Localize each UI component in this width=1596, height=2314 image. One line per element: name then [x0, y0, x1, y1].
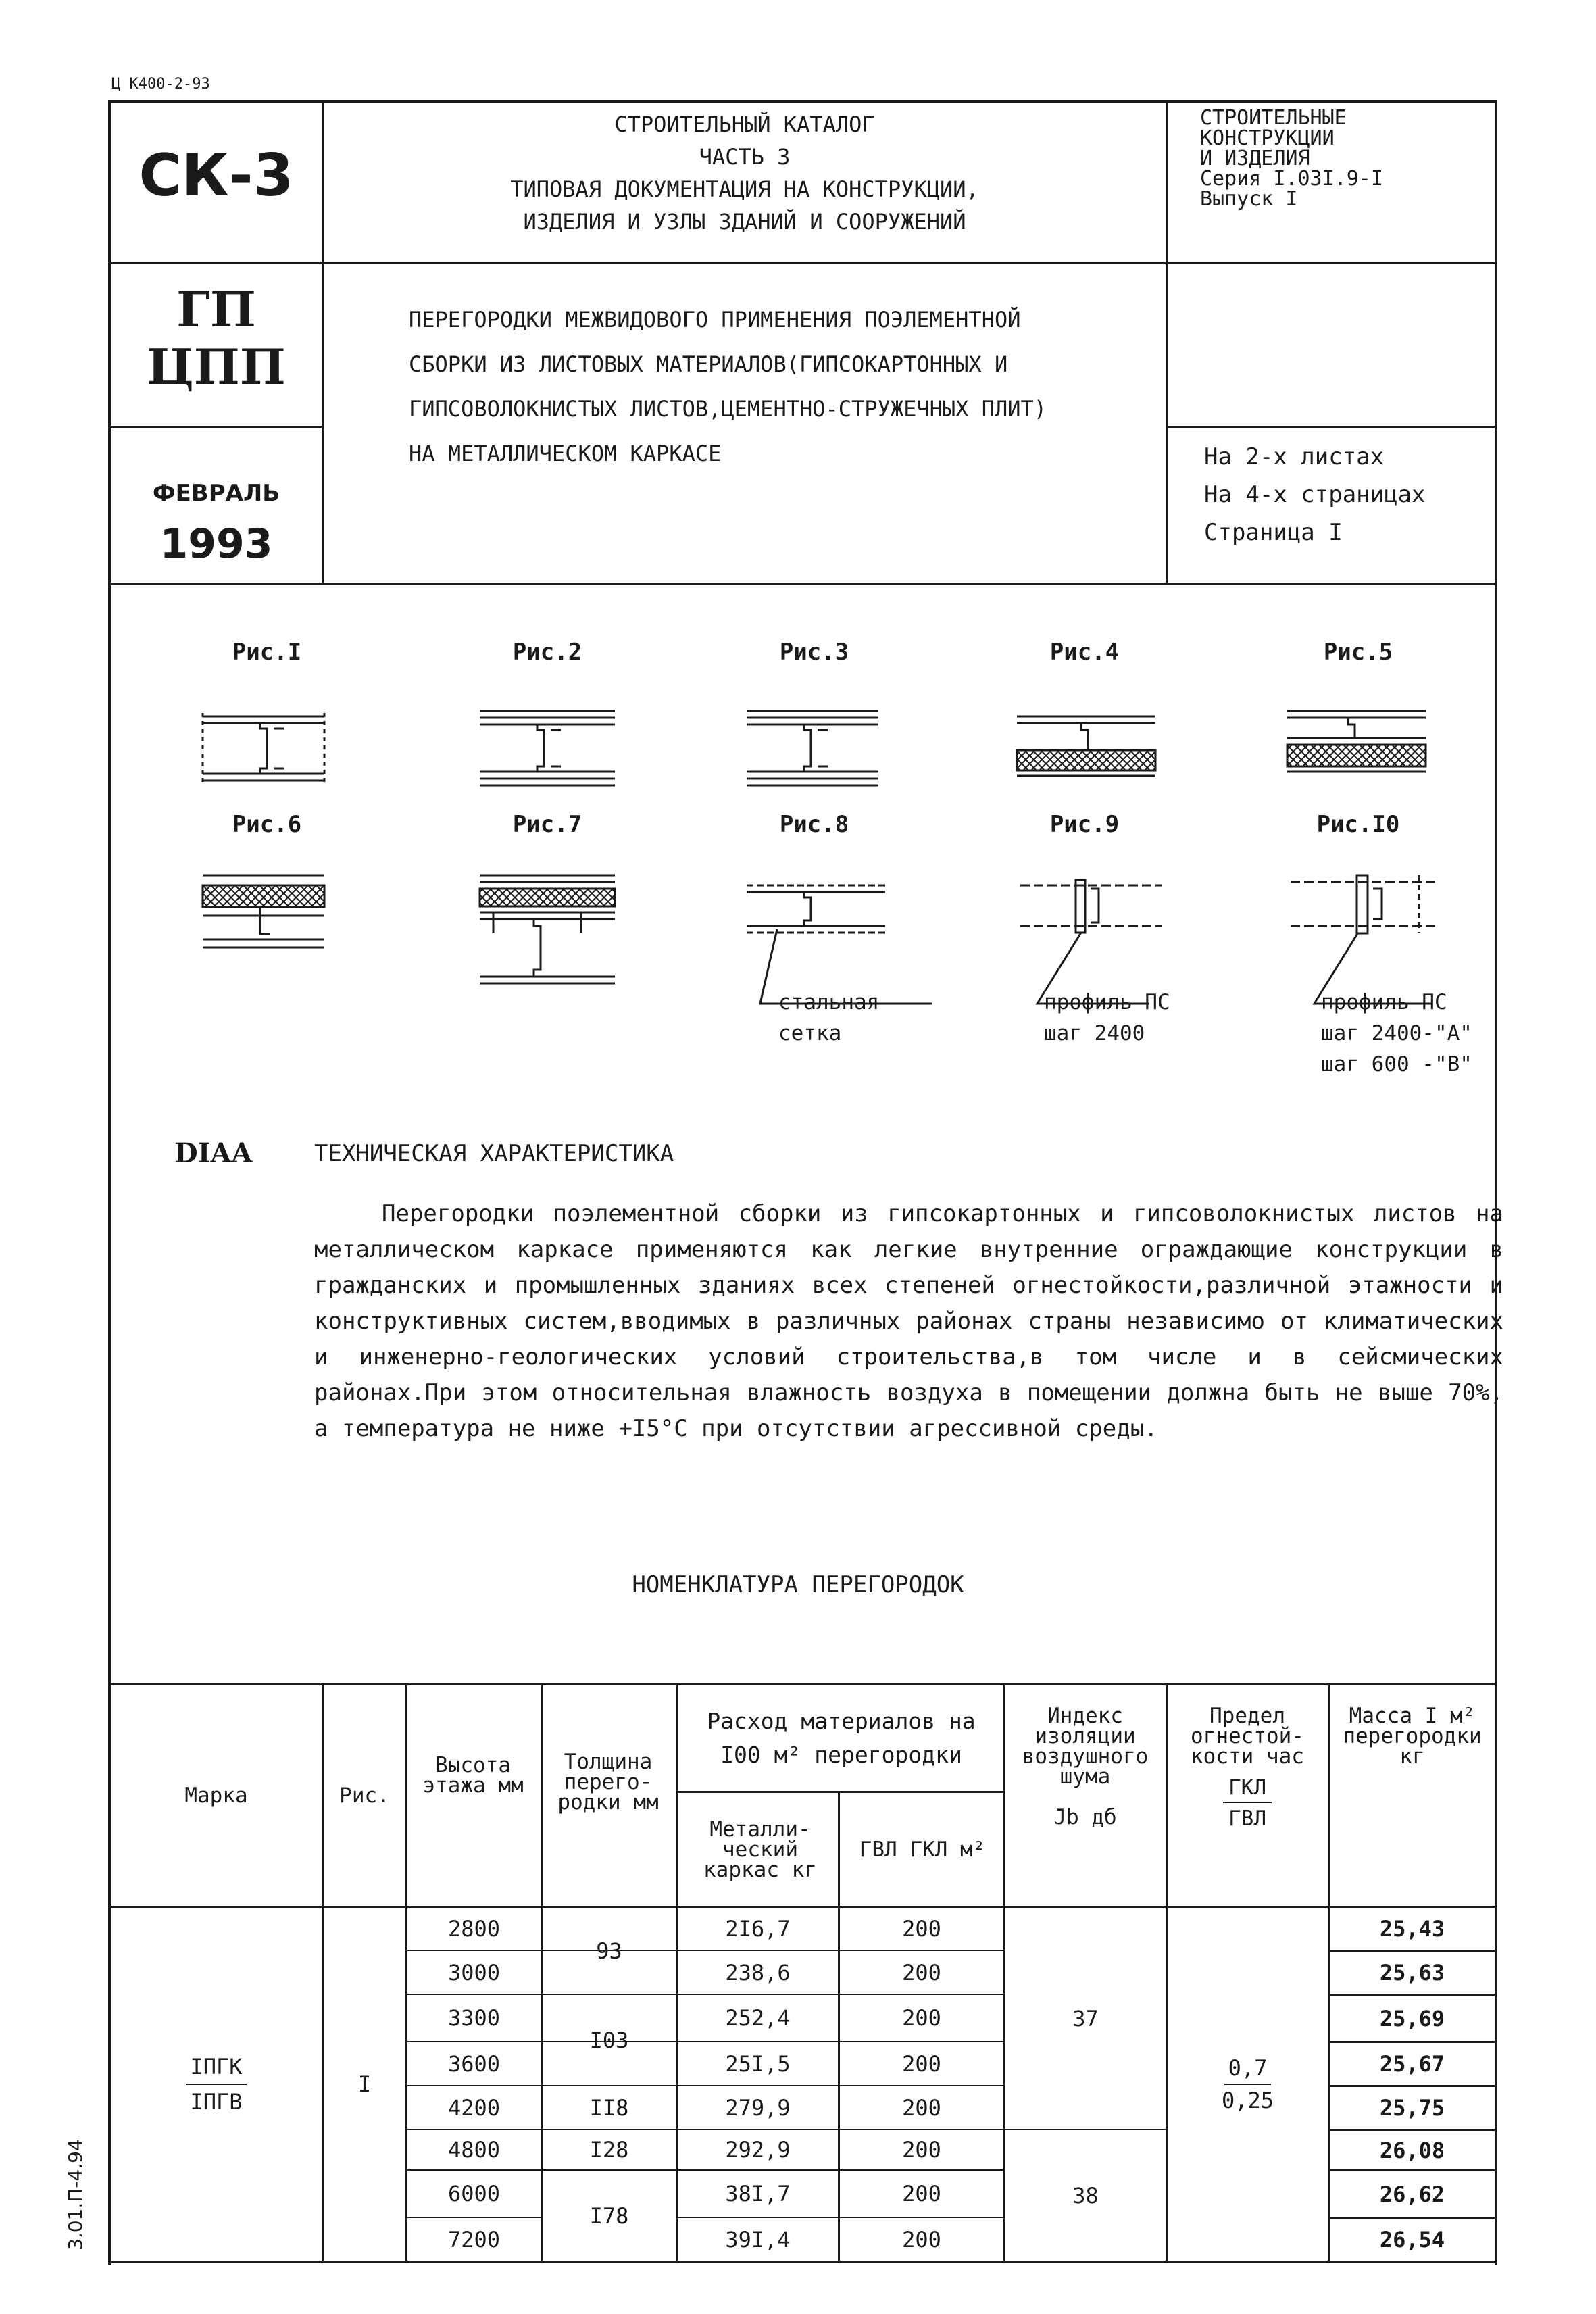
mark-top: IПГК — [186, 2054, 246, 2085]
series-line: И ИЗДЕЛИЯ — [1200, 147, 1310, 170]
figure-5-drawing — [1287, 711, 1426, 772]
figure-label-3: Рис.3 — [779, 639, 849, 666]
height-cell: 7200 — [447, 2226, 501, 2253]
year: 1993 — [159, 520, 273, 568]
metal-cell: 25I,5 — [725, 2050, 791, 2077]
figure-label-8: Рис.8 — [779, 811, 849, 838]
mark-value — [111, 1908, 322, 2261]
header-metal: Металли- ческий каркас кг — [703, 1817, 817, 1882]
noise-label: Индекс изоляции воздушного шума — [1022, 1704, 1149, 1789]
series-line: Серия I.03I.9-I — [1200, 167, 1383, 191]
thickness-cell: I78 — [589, 2202, 629, 2229]
title-line: ПЕРЕГОРОДКИ МЕЖВИДОВОГО ПРИМЕНЕНИЯ ПОЭЛЕМЕНТНОЙ — [409, 307, 1021, 333]
mass-cell: 26,08 — [1379, 2137, 1445, 2163]
fire-value — [1168, 1908, 1328, 2261]
mass-cell: 25,67 — [1379, 2051, 1445, 2077]
figure-10-drawing — [1291, 875, 1436, 1004]
series-line: КОНСТРУКЦИИ — [1200, 126, 1335, 150]
height-cell: 4200 — [447, 2094, 501, 2121]
boards-cell: 200 — [902, 2137, 941, 2163]
figure-label-10: Рис.I0 — [1316, 811, 1400, 838]
figure-label-6: Рис.6 — [232, 811, 302, 838]
mass-cell: 25,69 — [1379, 2005, 1445, 2032]
header-boards: ГВЛ ГКЛ м² — [859, 1837, 986, 1862]
metal-cell: 292,9 — [725, 2137, 791, 2163]
boards-cell: 200 — [902, 2050, 941, 2077]
catalog-line: ИЗДЕЛИЯ И УЗЛЫ ЗДАНИЙ И СООРУЖЕНИЙ — [523, 209, 966, 235]
side-stamp: 3.01.П-4.94 — [64, 2139, 86, 2250]
header-consumption: Расход материалов на I00 м² перегородки — [707, 1708, 976, 1768]
callout-line: сетка — [778, 1021, 842, 1045]
section-paragraph — [314, 1196, 1503, 1447]
figure-label-1: Рис.I — [232, 639, 302, 666]
fire-gkl: ГКЛ — [1223, 1777, 1272, 1803]
figure-4-drawing — [1017, 716, 1155, 776]
series-line: СТРОИТЕЛЬНЫЕ — [1200, 106, 1347, 130]
figure-label-9: Рис.9 — [1049, 811, 1120, 838]
table-caption: НОМЕНКЛАТУРА ПЕРЕГОРОДОК — [632, 1571, 964, 1598]
height-cell: 2800 — [447, 1916, 501, 1942]
fire-gvl: ГВЛ — [1228, 1806, 1266, 1831]
fire-value-top: 0,7 — [1224, 2055, 1272, 2085]
section-code: DIAA — [174, 1137, 253, 1169]
document-title — [409, 297, 1047, 476]
height-cell: 3600 — [447, 2050, 501, 2077]
callout-line: шаг 2400-"А" — [1321, 1021, 1472, 1045]
thickness-cell: I28 — [589, 2137, 629, 2163]
height-cell: 6000 — [447, 2181, 501, 2207]
figure-1-drawing — [203, 713, 324, 784]
title-line: НА МЕТАЛЛИЧЕСКОМ КАРКАСЕ — [409, 441, 722, 466]
header-fire — [1169, 1685, 1326, 1906]
callout-fig9 — [1044, 987, 1170, 1049]
fire-value-bottom: 0,25 — [1221, 2088, 1274, 2113]
callout-line: шаг 600 -"В" — [1321, 1052, 1472, 1077]
mass-cell: 26,54 — [1379, 2227, 1445, 2253]
boards-cell: 200 — [902, 2005, 941, 2031]
sheet-line: На 2-х листах — [1204, 443, 1385, 470]
document-code: Ц К400-2-93 — [111, 76, 210, 93]
mass-cell: 25,43 — [1379, 1916, 1445, 1942]
sheet-info — [1204, 438, 1426, 551]
title-line: СБОРКИ ИЗ ЛИСТОВЫХ МАТЕРИАЛОВ(ГИПСОКАРТОННЫХ И — [409, 351, 1008, 377]
callout-line: шаг 2400 — [1044, 1021, 1145, 1045]
figure-label-4: Рис.4 — [1049, 639, 1120, 666]
mark-bottom: IПГВ — [190, 2089, 243, 2115]
noise-unit: Jb дб — [1053, 1805, 1117, 1829]
noise-cell: 37 — [1072, 2005, 1099, 2032]
boards-cell: 200 — [902, 1916, 941, 1942]
callout-line: профиль ПС — [1044, 990, 1170, 1014]
catalog-line: СТРОИТЕЛЬНЫЙ КАТАЛОГ — [614, 112, 875, 137]
noise-cell: 38 — [1072, 2182, 1099, 2209]
header-thickness: Толщина перего- родки мм — [557, 1750, 659, 1815]
metal-cell: 2I6,7 — [725, 1916, 791, 1942]
fig-value: I — [357, 2071, 372, 2097]
metal-cell: 38I,7 — [725, 2181, 791, 2207]
height-cell: 3300 — [447, 2005, 501, 2031]
metal-cell: 238,6 — [725, 1959, 791, 1986]
metal-cell: 279,9 — [725, 2094, 791, 2121]
boards-cell: 200 — [902, 2181, 941, 2207]
callout-line: профиль ПС — [1321, 990, 1447, 1014]
figure-2-drawing — [480, 711, 615, 785]
thickness-cell: II8 — [589, 2094, 629, 2121]
metal-cell: 252,4 — [725, 2005, 791, 2031]
boards-cell: 200 — [902, 1959, 941, 1986]
catalog-title — [324, 108, 1165, 238]
thickness-cell: I03 — [589, 2027, 629, 2053]
series-block — [1200, 108, 1383, 210]
callout-fig8 — [778, 987, 879, 1049]
header-mark: Марка — [184, 1783, 248, 1808]
figure-9-drawing — [1020, 880, 1162, 1004]
header-height: Высота этажа мм — [422, 1753, 524, 1798]
height-cell: 4800 — [447, 2137, 501, 2163]
code-gp: ГП — [176, 280, 256, 338]
code-tspp: ЦПП — [147, 338, 286, 395]
catalog-mark: СК-3 — [139, 142, 294, 210]
title-line: ГИПСОВОЛОКНИСТЫХ ЛИСТОВ,ЦЕМЕНТНО-СТРУЖЕЧНЫХ ПЛИТ) — [409, 396, 1047, 422]
callout-line: стальная — [778, 990, 880, 1014]
metal-cell: 39I,4 — [725, 2226, 791, 2253]
figure-6-drawing — [203, 875, 324, 947]
header-fig: Рис. — [339, 1783, 390, 1808]
callout-fig10 — [1321, 987, 1472, 1080]
boards-cell: 200 — [902, 2226, 941, 2253]
catalog-line: ЧАСТЬ 3 — [699, 144, 791, 170]
height-cell: 3000 — [447, 1959, 501, 1986]
mass-cell: 25,75 — [1379, 2095, 1445, 2121]
month: ФЕВРАЛЬ — [152, 480, 280, 507]
figure-7-drawing — [480, 875, 615, 983]
partition-drawings — [0, 683, 1596, 1156]
boards-cell: 200 — [902, 2094, 941, 2121]
section-title: ТЕХНИЧЕСКАЯ ХАРАКТЕРИСТИКА — [314, 1140, 674, 1167]
figure-label-5: Рис.5 — [1323, 639, 1393, 666]
figure-3-drawing — [747, 711, 878, 785]
fire-label: Предел огнестой- кости час — [1191, 1704, 1304, 1769]
series-line: Выпуск I — [1200, 187, 1298, 211]
paragraph-text: Перегородки поэлементной сборки из гипсокартонных и гипсоволокнистых листов на металлическом каркасе применяются как легкие внутренние ограждающие конструкции в гражданских и промышленных зданиях всех степеней огнестойкости,различной этажности и конструктивных систем,вводимых в различных районах страны независимо от климатических и инженерно-геологических условий строительства,в том числе и в сейсмических районах.При этом относительная влажность воздуха в помещении должна быть не выше 70%, а температура не ниже +I5°С при отсутствии агрессивной среды. — [314, 1200, 1503, 1442]
header-noise — [1007, 1685, 1164, 1906]
figure-8-drawing — [747, 885, 932, 1004]
figure-label-7: Рис.7 — [512, 811, 582, 838]
mass-cell: 26,62 — [1379, 2181, 1445, 2207]
sheet-line: Страница I — [1204, 519, 1343, 546]
mass-cell: 25,63 — [1379, 1960, 1445, 1986]
header-mass: Масса I м² перегородки кг — [1343, 1704, 1482, 1769]
figure-label-2: Рис.2 — [512, 639, 582, 666]
catalog-line: ТИПОВАЯ ДОКУМЕНТАЦИЯ НА КОНСТРУКЦИИ, — [510, 176, 979, 202]
sheet-line: На 4-х страницах — [1204, 481, 1426, 508]
thickness-cell: 93 — [596, 1938, 622, 1964]
